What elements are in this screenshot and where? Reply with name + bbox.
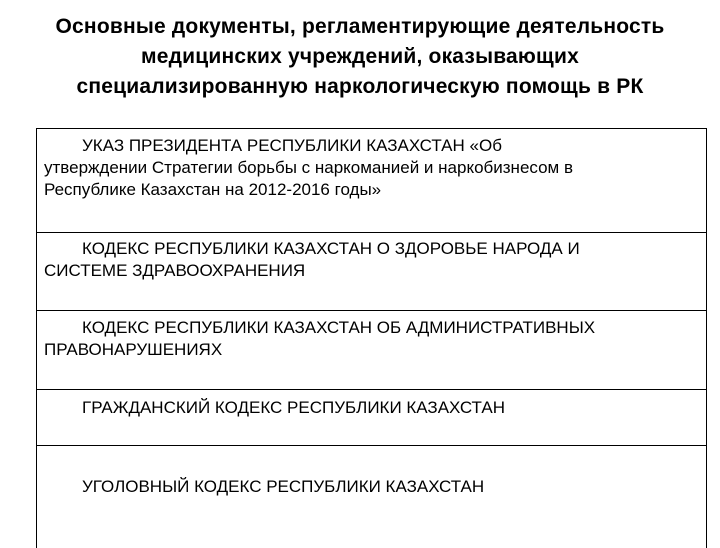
row-divider bbox=[37, 310, 706, 311]
page-title-line-2: медицинских учреждений, оказывающих bbox=[141, 45, 579, 68]
row-divider bbox=[37, 445, 706, 446]
document-text-line: ПРАВОНАРУШЕНИЯХ bbox=[44, 340, 223, 359]
document-text-line: Республике Казахстан на 2012-2016 годы» bbox=[44, 180, 382, 199]
document-text-line: УКАЗ ПРЕЗИДЕНТА РЕСПУБЛИКИ КАЗАХСТАН «Об bbox=[82, 136, 502, 155]
page-title bbox=[0, 12, 720, 102]
document-item-health-code bbox=[37, 238, 706, 282]
page-title-line-1: Основные документы, регламентирующие деятельность bbox=[55, 15, 665, 38]
document-item-criminal-code bbox=[37, 476, 706, 498]
document-item-administrative-code bbox=[37, 317, 706, 361]
row-divider bbox=[37, 389, 706, 390]
page-title-line-3: специализированную наркологическую помощь в РК bbox=[76, 75, 644, 98]
document-text-line: КОДЕКС РЕСПУБЛИКИ КАЗАХСТАН ОБ АДМИНИСТРАТИВНЫХ bbox=[82, 318, 596, 337]
document-item-civil-code bbox=[37, 397, 706, 419]
document-item-presidential-decree bbox=[37, 135, 706, 201]
document-text-line: ГРАЖДАНСКИЙ КОДЕКС РЕСПУБЛИКИ КАЗАХСТАН bbox=[82, 398, 505, 417]
document-list bbox=[36, 128, 707, 548]
document-text-line: КОДЕКС РЕСПУБЛИКИ КАЗАХСТАН О ЗДОРОВЬЕ НАРОДА И bbox=[82, 239, 580, 258]
document-text-line: СИСТЕМЕ ЗДРАВООХРАНЕНИЯ bbox=[44, 261, 306, 280]
document-text-line: утверждении Стратегии борьбы с наркоманией и наркобизнесом в bbox=[44, 158, 573, 177]
document-text-line: УГОЛОВНЫЙ КОДЕКС РЕСПУБЛИКИ КАЗАХСТАН bbox=[82, 477, 485, 496]
row-divider bbox=[37, 232, 706, 233]
